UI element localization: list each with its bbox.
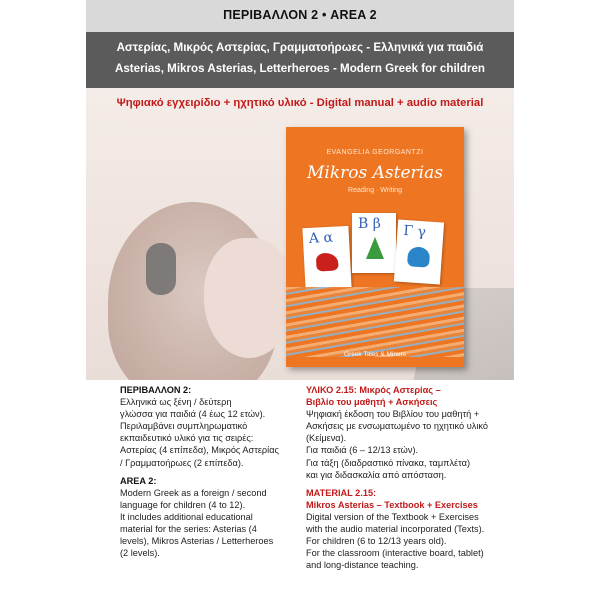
greek-material-heading: ΥΛΙΚΟ 2.15: Μικρός Αστερίας – Βιβλίο του μαθητή + Ασκήσεις bbox=[306, 385, 441, 408]
gamma-card bbox=[394, 219, 444, 284]
english-area-block bbox=[120, 475, 300, 560]
cat-icon bbox=[407, 246, 430, 267]
beta-card bbox=[352, 213, 396, 273]
left-column bbox=[120, 384, 300, 565]
series-title-english: Asterias, Mikros Asterias, Letterheroes - Modern Greek for children bbox=[114, 62, 486, 75]
greek-material-text: Ψηφιακή έκδοση του Βιβλίου του μαθητή + Ασκήσεις με ενσωματωμένο το ηχητικό υλικό (Κείμενα). Για παιδιά (6 – 12/13 ετών). Για τάξη (διαδραστικό πίνακα, ταμπλέτα) και για διδασκαλία από απόσταση. bbox=[306, 409, 488, 480]
book-subtitle: Reading · Writing bbox=[348, 187, 402, 194]
wave-decoration bbox=[286, 287, 464, 357]
card-letter: Α α bbox=[308, 229, 334, 247]
series-title-greek: Αστερίας, Μικρός Αστερίας, Γραμματοήρωες - Ελληνικά για παιδιά bbox=[116, 41, 484, 54]
greek-area-text: Ελληνικά ως ξένη / δεύτερη γλώσσα για παιδιά (4 έως 12 ετών). Περιλαμβάνει συμπληρωματικό εκπαιδευτικό υλικό για τις σειρές: Αστερίας (4 επίπεδα), Μικρός Αστερίας / Γραμματοήρωες (2 επίπεδα). bbox=[120, 397, 279, 468]
headphone-icon bbox=[146, 243, 176, 295]
girl-face-shape bbox=[204, 238, 294, 358]
product-subtitle: Ψηφιακό εγχειρίδιο + ηχητικό υλικό - Digital manual + audio material bbox=[116, 97, 484, 109]
alpha-card bbox=[302, 226, 351, 290]
horse-icon bbox=[316, 252, 339, 271]
tree-icon bbox=[366, 237, 384, 259]
english-material-block bbox=[306, 487, 508, 572]
english-area-heading: AREA 2: bbox=[120, 475, 157, 486]
book-cover bbox=[286, 127, 464, 367]
brochure-page bbox=[86, 0, 514, 600]
english-material-text: Digital version of the Textbook + Exercises with the audio material incorporated (Texts). For children (6 to 12/13 years old). For the classroom (interactive board, tablet) and long-distance teaching. bbox=[306, 511, 485, 571]
english-material-subheading: Mikros Asterias – Textbook + Exercises bbox=[306, 499, 478, 510]
card-letter: Β β bbox=[358, 216, 381, 232]
greek-area-block bbox=[120, 384, 300, 469]
right-column bbox=[306, 384, 508, 577]
book-author: EVANGELIA GEORGANTZI bbox=[326, 149, 424, 156]
page-title: ΠΕΡΙΒΑΛΛΟΝ 2 • AREA 2 bbox=[223, 8, 377, 22]
english-area-text: Modern Greek as a foreign / second language for children (4 to 12). It includes additional educational material for the series: Asterias (4 levels), Mikros Asterias / Letterheroes (2 levels). bbox=[120, 487, 274, 559]
greek-material-block bbox=[306, 384, 508, 481]
card-letter: Γ γ bbox=[402, 222, 427, 241]
book-publisher: Greek Tales & Miners bbox=[343, 351, 406, 358]
greek-area-heading: ΠΕΡΙΒΑΛΛΟΝ 2: bbox=[120, 385, 192, 395]
english-material-heading: MATERIAL 2.15: bbox=[306, 487, 377, 498]
book-title: Mikros Asterias bbox=[307, 163, 443, 183]
